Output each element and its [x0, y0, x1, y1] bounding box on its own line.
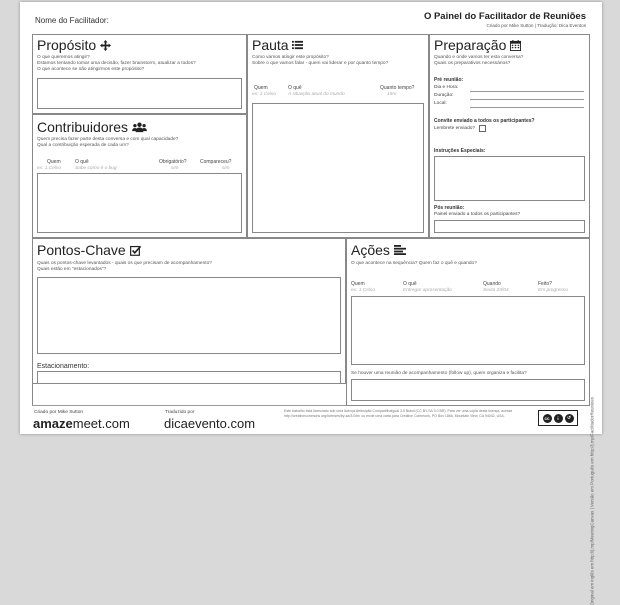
local-line[interactable]	[470, 107, 584, 108]
preparacao-section	[429, 34, 590, 238]
example-quem: ex: 1.Celso	[252, 92, 276, 97]
instrucoes-input-area[interactable]	[434, 156, 585, 201]
dicaevento-logo[interactable]: dicaevento.com	[164, 416, 256, 431]
lembrete-checkbox[interactable]	[479, 125, 486, 132]
proposito-description: O que queremos atingir? Estamos tentando tomar uma decisão, fazer brainstorm, atualizar a todos? O que acontece se não atingirmos este propósito?	[37, 55, 196, 73]
contribuidores-description: Quem precisa fazer parte desta conversa e com qual capacidade? Qual a contribuição esperada de cada um?	[37, 137, 179, 149]
preparacao-title: Preparação	[434, 37, 521, 53]
sa-icon: ↺	[565, 414, 574, 423]
pauta-title: Pauta	[252, 37, 303, 53]
people-icon	[132, 122, 147, 133]
translated-by-label: Traduzido por	[165, 410, 195, 415]
col-o-que: O quê	[288, 85, 302, 91]
checkbox-icon	[130, 245, 141, 256]
acoes-section	[346, 238, 590, 406]
pontos-chave-section	[32, 238, 346, 384]
example-o-que: Entregar apresentação	[403, 288, 452, 293]
acoes-description: O que acontece na sequência? Quem faz o quê e quando?	[351, 261, 477, 266]
pauta-description: Como vamos atingir este propósito? Sobre o que vamos falar - quem vai liderar e por quanto tempo?	[252, 55, 389, 67]
col-o-que: O quê	[75, 159, 89, 165]
by-icon: i	[554, 414, 563, 423]
contribuidores-title: Contribuidores	[37, 119, 147, 135]
proposito-section	[32, 34, 247, 114]
action-list-icon	[394, 245, 406, 255]
pauta-input-area[interactable]	[252, 103, 424, 233]
followup-input-area[interactable]	[351, 379, 585, 401]
example-quem: ex: 1.Celso	[351, 288, 375, 293]
lembrete-label: Lembrete enviado?	[434, 126, 476, 131]
move-arrows-icon	[100, 40, 111, 51]
example-o-que: A situação atual do mundo	[288, 92, 345, 97]
credit-line: Criado por Mike Sutton | Tradução: Dica Eventos	[486, 23, 586, 28]
contribuidores-section	[32, 114, 247, 238]
list-icon	[292, 40, 303, 50]
example-quando: Sexta 23/04	[483, 288, 509, 293]
example-quem: ex: 1.Celso	[37, 166, 61, 171]
col-o-que: O quê	[403, 281, 417, 287]
pos-reuniao-label: Pós reunião:	[434, 205, 465, 211]
col-quem: Quem	[47, 159, 61, 165]
proposito-title: Propósito	[37, 37, 111, 53]
dia-hora-label: Dia e Hora:	[434, 85, 459, 90]
example-compareceu: sim	[222, 166, 230, 171]
created-by-label: Criado por Mike Sutton	[34, 410, 84, 415]
col-quem: Quem	[254, 85, 268, 91]
bottom-border	[32, 405, 346, 406]
cc-license-badge[interactable]	[538, 410, 578, 426]
left-border-continuation	[32, 384, 33, 406]
col-quanto-tempo: Quanto tempo?	[380, 85, 415, 91]
side-source-text: Original em inglês em http://j.mp/MeetingCanvas | Versão em Português em http://j.mp/FacilitadorReunioes	[589, 397, 594, 605]
acoes-title: Ações	[351, 242, 406, 258]
col-quem: Quem	[351, 281, 365, 287]
pontos-chave-description: Quais os pontos-chave levantados - quais os que precisam de acompanhamento? Quais estão em "estacionados"?	[37, 261, 212, 273]
example-quanto-tempo: 15m	[387, 92, 397, 97]
example-o-que: Sabe como é o bug	[75, 166, 117, 171]
col-obrigatorio: Obrigatório?	[159, 159, 187, 165]
pauta-section	[247, 34, 429, 238]
calendar-icon	[510, 40, 521, 51]
proposito-input-area[interactable]	[37, 78, 242, 109]
col-quando: Quando	[483, 281, 501, 287]
dia-hora-line[interactable]	[470, 91, 584, 92]
convite-label: Convite enviado a todos os participantes?	[434, 118, 535, 124]
acoes-input-area[interactable]	[351, 296, 585, 365]
duracao-line[interactable]	[470, 99, 584, 100]
page-title: O Painel do Facilitador de Reuniões	[423, 11, 586, 22]
pontos-chave-title: Pontos-Chave	[37, 242, 141, 258]
preparacao-description: Quando e onde vamos ter esta conversa? Quais os preparativos necessários?	[434, 55, 524, 67]
contribuidores-input-area[interactable]	[37, 173, 242, 233]
painel-enviado-input[interactable]	[434, 220, 585, 233]
duracao-label: Duração:	[434, 93, 454, 98]
estacionamento-input-area[interactable]	[37, 371, 341, 383]
facilitator-label: Nome do Facilitador:	[35, 16, 109, 25]
pontos-chave-input-area[interactable]	[37, 277, 341, 354]
license-text: Este trabalho está licenciado sob uma licença Atribuição-CompartilhaIgual 3.0 Brasil (CC BY-SA 3.0 BR). Para ver uma cópia desta licença, acesse http://creativecommons.org/licenses/by-sa/3.0/br/ ou envie uma carta para Creative Commons, PO Box 1866, Mountain View, CA 94042, USA.	[284, 409, 513, 418]
pre-reuniao-label: Pré reunião:	[434, 77, 464, 83]
painel-enviado-label: Painel enviado a todos os participantes?	[434, 212, 521, 217]
instrucoes-label: Instruções Especiais:	[434, 148, 486, 154]
canvas-page	[20, 2, 602, 605]
local-label: Local:	[434, 101, 447, 106]
example-obrigatorio: sim	[171, 166, 179, 171]
col-compareceu: Compareceu?	[200, 159, 232, 165]
col-feito: Feito?	[538, 281, 552, 287]
cc-icon: cc	[544, 415, 550, 421]
amazemeet-logo[interactable]: amazemeet.com	[33, 416, 130, 431]
followup-description: Se houver uma reunião de acompanhamento (follow up), quem organiza e facilita?	[351, 371, 527, 376]
example-feito: Em progresso	[538, 288, 568, 293]
estacionamento-label: Estacionamento:	[37, 363, 90, 370]
